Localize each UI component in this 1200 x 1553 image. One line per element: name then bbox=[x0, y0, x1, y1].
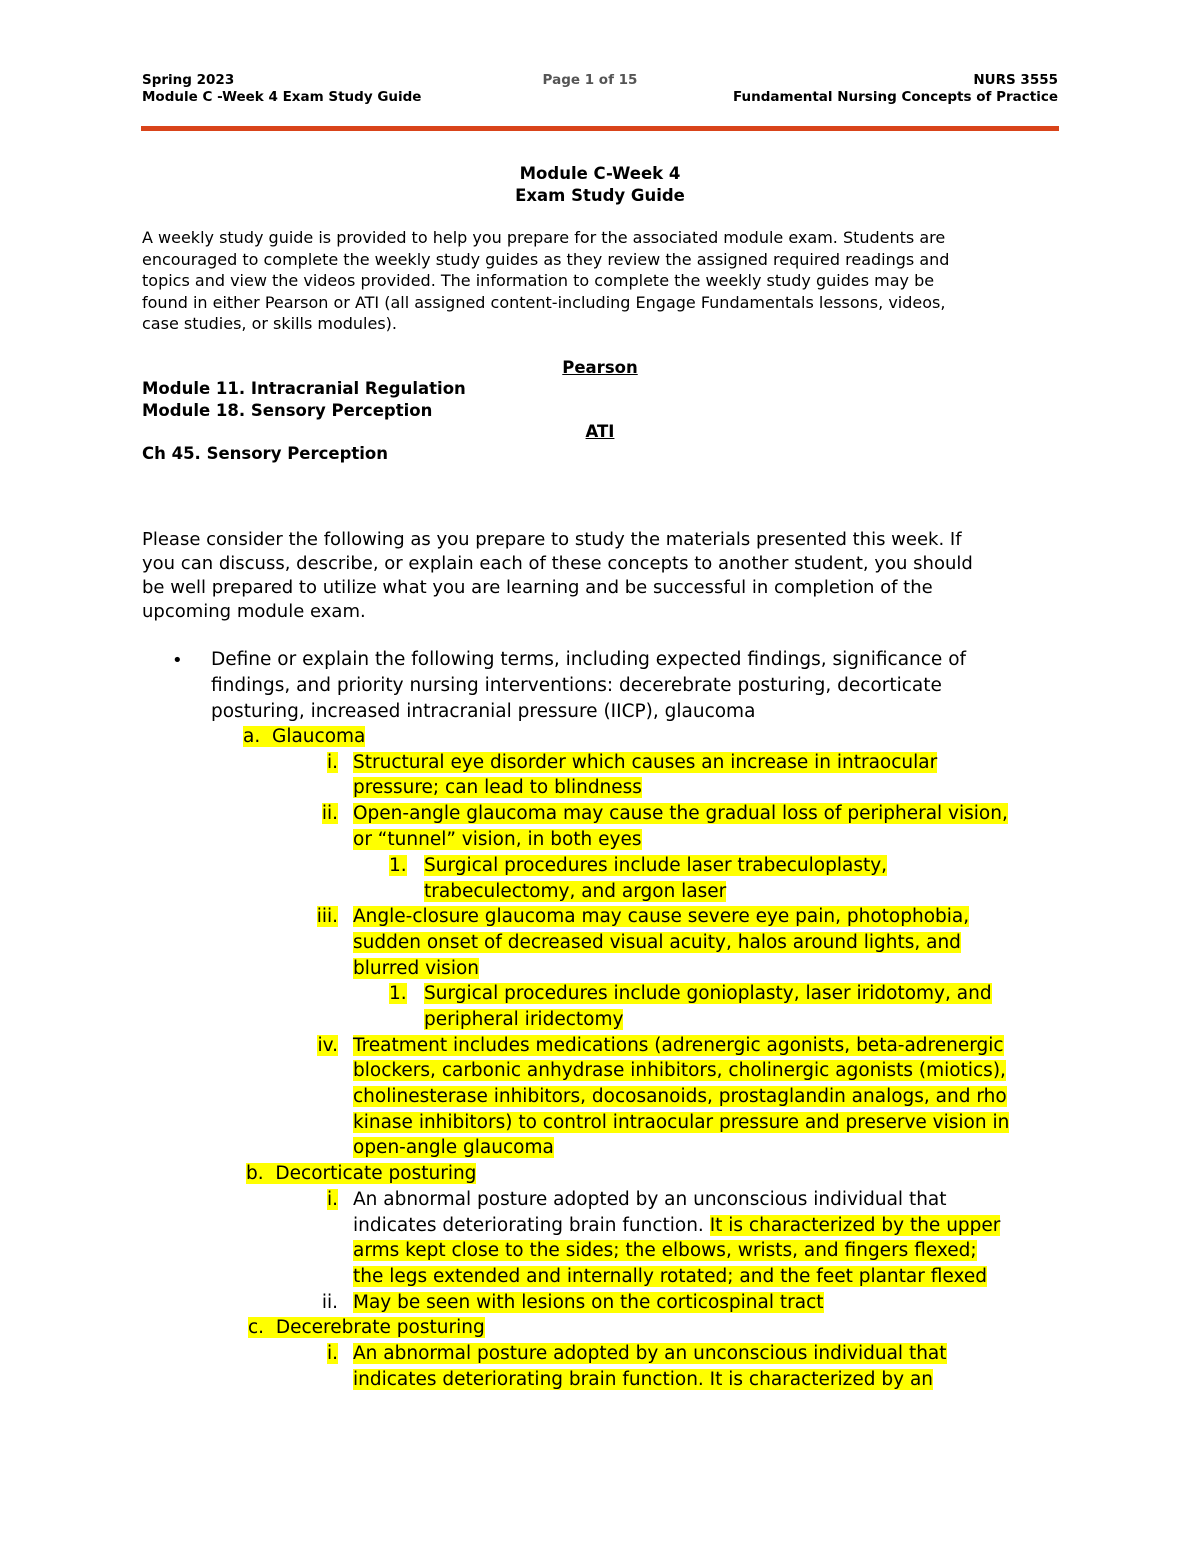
outline-line: Surgical procedures include laser trabeculoplasty, bbox=[424, 855, 888, 876]
ati-item: Ch 45. Sensory Perception bbox=[142, 444, 389, 463]
outline-line: Structural eye disorder which causes an increase in intraocular bbox=[353, 752, 938, 773]
outline-line: Surgical procedures include gonioplasty, laser iridotomy, and bbox=[424, 983, 992, 1004]
outline-line: peripheral iridectomy bbox=[424, 1009, 624, 1030]
ati-heading: ATI bbox=[585, 422, 615, 441]
outline-line: blurred vision bbox=[353, 958, 480, 979]
outline-item-c bbox=[248, 1315, 485, 1340]
outline-line: or “tunnel” vision, in both eyes bbox=[353, 829, 642, 850]
pearson-item: Module 18. Sensory Perception bbox=[142, 401, 433, 420]
outline-line: Treatment includes medications (adrenergic agonists, beta-adrenergic bbox=[353, 1035, 1004, 1056]
outline-item-a bbox=[243, 724, 365, 749]
bullet-line: posturing, increased intracranial pressure (IICP), glaucoma bbox=[211, 701, 756, 722]
outline-marker: i. bbox=[326, 752, 338, 773]
page-title: Module C-Week 4 bbox=[519, 164, 681, 183]
outline-line: trabeculectomy, and argon laser bbox=[424, 881, 727, 902]
consider-paragraph bbox=[142, 528, 1060, 624]
outline-marker: i. bbox=[326, 1189, 338, 1210]
pearson-heading: Pearson bbox=[562, 358, 638, 377]
intro-line: encouraged to complete the weekly study guides as they review the assigned required readings and bbox=[142, 249, 950, 269]
outline-label: Decorticate posturing bbox=[275, 1163, 477, 1184]
outline-line: the legs extended and internally rotated; and the feet plantar flexed bbox=[353, 1266, 987, 1287]
outline-marker: c. bbox=[248, 1317, 265, 1338]
outline-marker: b. bbox=[246, 1163, 264, 1184]
intro-line: found in either Pearson or ATI (all assigned content-including Engage Fundamentals lessons, videos, bbox=[142, 292, 946, 312]
bullet-line: Define or explain the following terms, including expected findings, significance of bbox=[211, 649, 967, 670]
outline-line: indicates deteriorating brain function. It is characterized by an bbox=[353, 1369, 934, 1390]
outline-line: open-angle glaucoma bbox=[353, 1137, 554, 1158]
outline-item-b bbox=[246, 1161, 476, 1186]
outline-marker: iv. bbox=[317, 1035, 338, 1056]
outline-line: An abnormal posture adopted by an unconscious individual that bbox=[353, 1189, 947, 1210]
pearson-item: Module 11. Intracranial Regulation bbox=[142, 379, 466, 398]
bullet-line: findings, and priority nursing interventions: decerebrate posturing, decorticate bbox=[211, 675, 942, 696]
outline-marker: i. bbox=[326, 1343, 338, 1364]
intro-line: case studies, or skills modules). bbox=[142, 314, 398, 333]
outline-marker: 1. bbox=[389, 855, 407, 876]
intro-line: topics and view the videos provided. The information to complete the weekly study guides may be bbox=[142, 271, 935, 290]
header-divider bbox=[141, 126, 1059, 131]
header-course-name: Fundamental Nursing Concepts of Practice bbox=[732, 89, 1058, 105]
header-term: Spring 2023 bbox=[142, 72, 235, 88]
outline-line: Open-angle glaucoma may cause the gradual loss of peripheral vision, bbox=[353, 803, 1008, 824]
outline-marker: ii. bbox=[321, 803, 338, 824]
outline-line: Angle-closure glaucoma may cause severe eye pain, photophobia, bbox=[353, 906, 970, 927]
outline-line: indicates deteriorating brain function. It is characterized by the upper bbox=[353, 1215, 1001, 1236]
outline-marker: iii. bbox=[316, 906, 338, 927]
header-right bbox=[733, 72, 1058, 106]
intro-line: A weekly study guide is provided to help you prepare for the associated module exam. Students are bbox=[142, 228, 946, 247]
bullet-icon: • bbox=[172, 650, 183, 671]
outline-line: kinase inhibitors) to control intraocular pressure and preserve vision in bbox=[353, 1112, 1010, 1133]
outline-line: arms kept close to the sides; the elbows, wrists, and fingers flexed; bbox=[353, 1240, 977, 1261]
intro-paragraph bbox=[142, 227, 1060, 335]
consider-line: Please consider the following as you prepare to study the materials presented this week. If bbox=[142, 529, 962, 550]
outline-marker: ii. bbox=[321, 1292, 338, 1313]
outline-line: An abnormal posture adopted by an unconscious individual that bbox=[353, 1343, 947, 1364]
header-left bbox=[142, 72, 421, 106]
header-course-code: NURS 3555 bbox=[973, 72, 1058, 88]
outline-line: sudden onset of decreased visual acuity, halos around lights, and bbox=[353, 932, 961, 953]
page-number: Page 1 of 15 bbox=[542, 72, 638, 88]
outline-label: Glaucoma bbox=[271, 726, 366, 747]
consider-line: you can discuss, describe, or explain each of these concepts to another student, you should bbox=[142, 553, 973, 574]
outline-label: Decerebrate posturing bbox=[275, 1317, 485, 1338]
consider-line: upcoming module exam. bbox=[142, 601, 366, 622]
outline-line: cholinesterase inhibitors, docosanoids, prostaglandin analogs, and rho bbox=[353, 1086, 1007, 1107]
outline-line: pressure; can lead to blindness bbox=[353, 777, 642, 798]
page-subtitle: Exam Study Guide bbox=[515, 186, 685, 205]
consider-line: be well prepared to utilize what you are learning and be successful in completion of the bbox=[142, 577, 933, 598]
outline-line: blockers, carbonic anhydrase inhibitors, cholinergic agonists (miotics), bbox=[353, 1060, 1006, 1081]
outline-marker: a. bbox=[243, 726, 261, 747]
outline-line: May be seen with lesions on the corticospinal tract bbox=[353, 1292, 824, 1313]
header-guide-title: Module C -Week 4 Exam Study Guide bbox=[142, 89, 422, 105]
outline-marker: 1. bbox=[389, 983, 407, 1004]
